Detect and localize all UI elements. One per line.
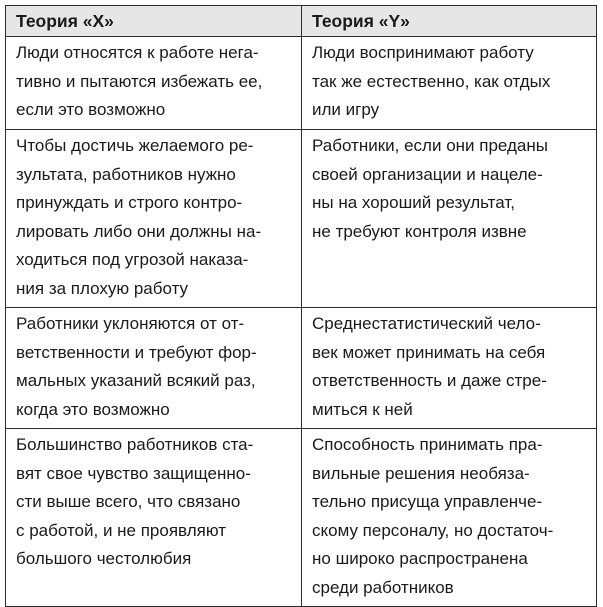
cell-text-line: ны на хороший результат,	[312, 193, 515, 212]
cell-text-line: Люди относятся к работе нега-	[16, 43, 259, 62]
cell-text-line: ходиться под угрозой наказа-	[16, 250, 249, 269]
cell-text-line: Способность принимать пра-	[312, 435, 543, 454]
cell-text-line: большого честолюбия	[16, 549, 192, 568]
theory-y-cell	[302, 429, 597, 607]
cell-text-line: но широко распространена	[312, 549, 528, 568]
theory-y-cell	[302, 130, 597, 308]
theory-x-cell	[6, 130, 302, 308]
cell-text-line: принуждать и строго контро-	[16, 193, 243, 212]
table-header-row	[6, 6, 597, 37]
table-row	[6, 429, 597, 607]
cell-text-line: скому персоналу, но достаточ-	[312, 520, 554, 540]
cell-text-line: вильные решения необяза-	[312, 463, 530, 483]
cell-text-line: своей организации и нацеле-	[312, 164, 543, 184]
cell-text-line: Люди воспринимают работу	[312, 43, 534, 62]
cell-text-line: среди работников	[312, 577, 454, 597]
cell-text-line: вят свое чувство защищенно-	[16, 463, 251, 483]
cell-text-line: тивно и пытаются избежать ее,	[16, 71, 263, 91]
cell-text-line: ответственность и даже стре-	[312, 371, 547, 390]
cell-text-line: мальных указаний всякий раз,	[16, 371, 256, 390]
cell-text-line: Работники, если они преданы	[312, 136, 548, 155]
header-theory-y: Теория «Y»	[302, 6, 597, 37]
cell-text-line: не требуют контроля извне	[312, 221, 527, 241]
cell-text-line: если это возможно	[16, 100, 166, 119]
cell-text-line: зультата, работников нужно	[16, 164, 236, 184]
cell-text-line: Среднестатистический чело-	[312, 314, 541, 333]
theory-x-cell	[6, 308, 302, 429]
cell-text-line: миться к ней	[312, 399, 413, 419]
cell-text-line: Чтобы достичь желаемого ре-	[16, 136, 254, 155]
cell-text-line: век может принимать на себя	[312, 342, 546, 362]
theory-y-cell	[302, 37, 597, 130]
cell-text-line: ветственности и требуют фор-	[16, 342, 257, 362]
cell-text-line: ния за плохую работу	[16, 278, 189, 298]
table-row	[6, 130, 597, 308]
theory-x-cell	[6, 429, 302, 607]
cell-text-line: тельно присуща управленче-	[312, 492, 543, 511]
cell-text-line: лировать либо они должны на-	[16, 221, 262, 241]
cell-text-line: или игру	[312, 100, 380, 119]
theory-x-cell	[6, 37, 302, 130]
cell-text-line: сти выше всего, что связано	[16, 492, 241, 511]
cell-text-line: так же естественно, как отдых	[312, 71, 551, 91]
cell-text-line: Большинство работников ста-	[16, 435, 254, 454]
table-row	[6, 308, 597, 429]
cell-text-line: когда это возможно	[16, 399, 170, 419]
header-theory-x: Теория «X»	[6, 6, 302, 37]
theory-y-cell	[302, 308, 597, 429]
theory-comparison-table	[5, 5, 597, 607]
table-row	[6, 37, 597, 130]
cell-text-line: Работники уклоняются от от-	[16, 314, 245, 333]
theory-comparison-table-wrap	[5, 5, 596, 607]
cell-text-line: с работой, и не проявляют	[16, 520, 226, 540]
